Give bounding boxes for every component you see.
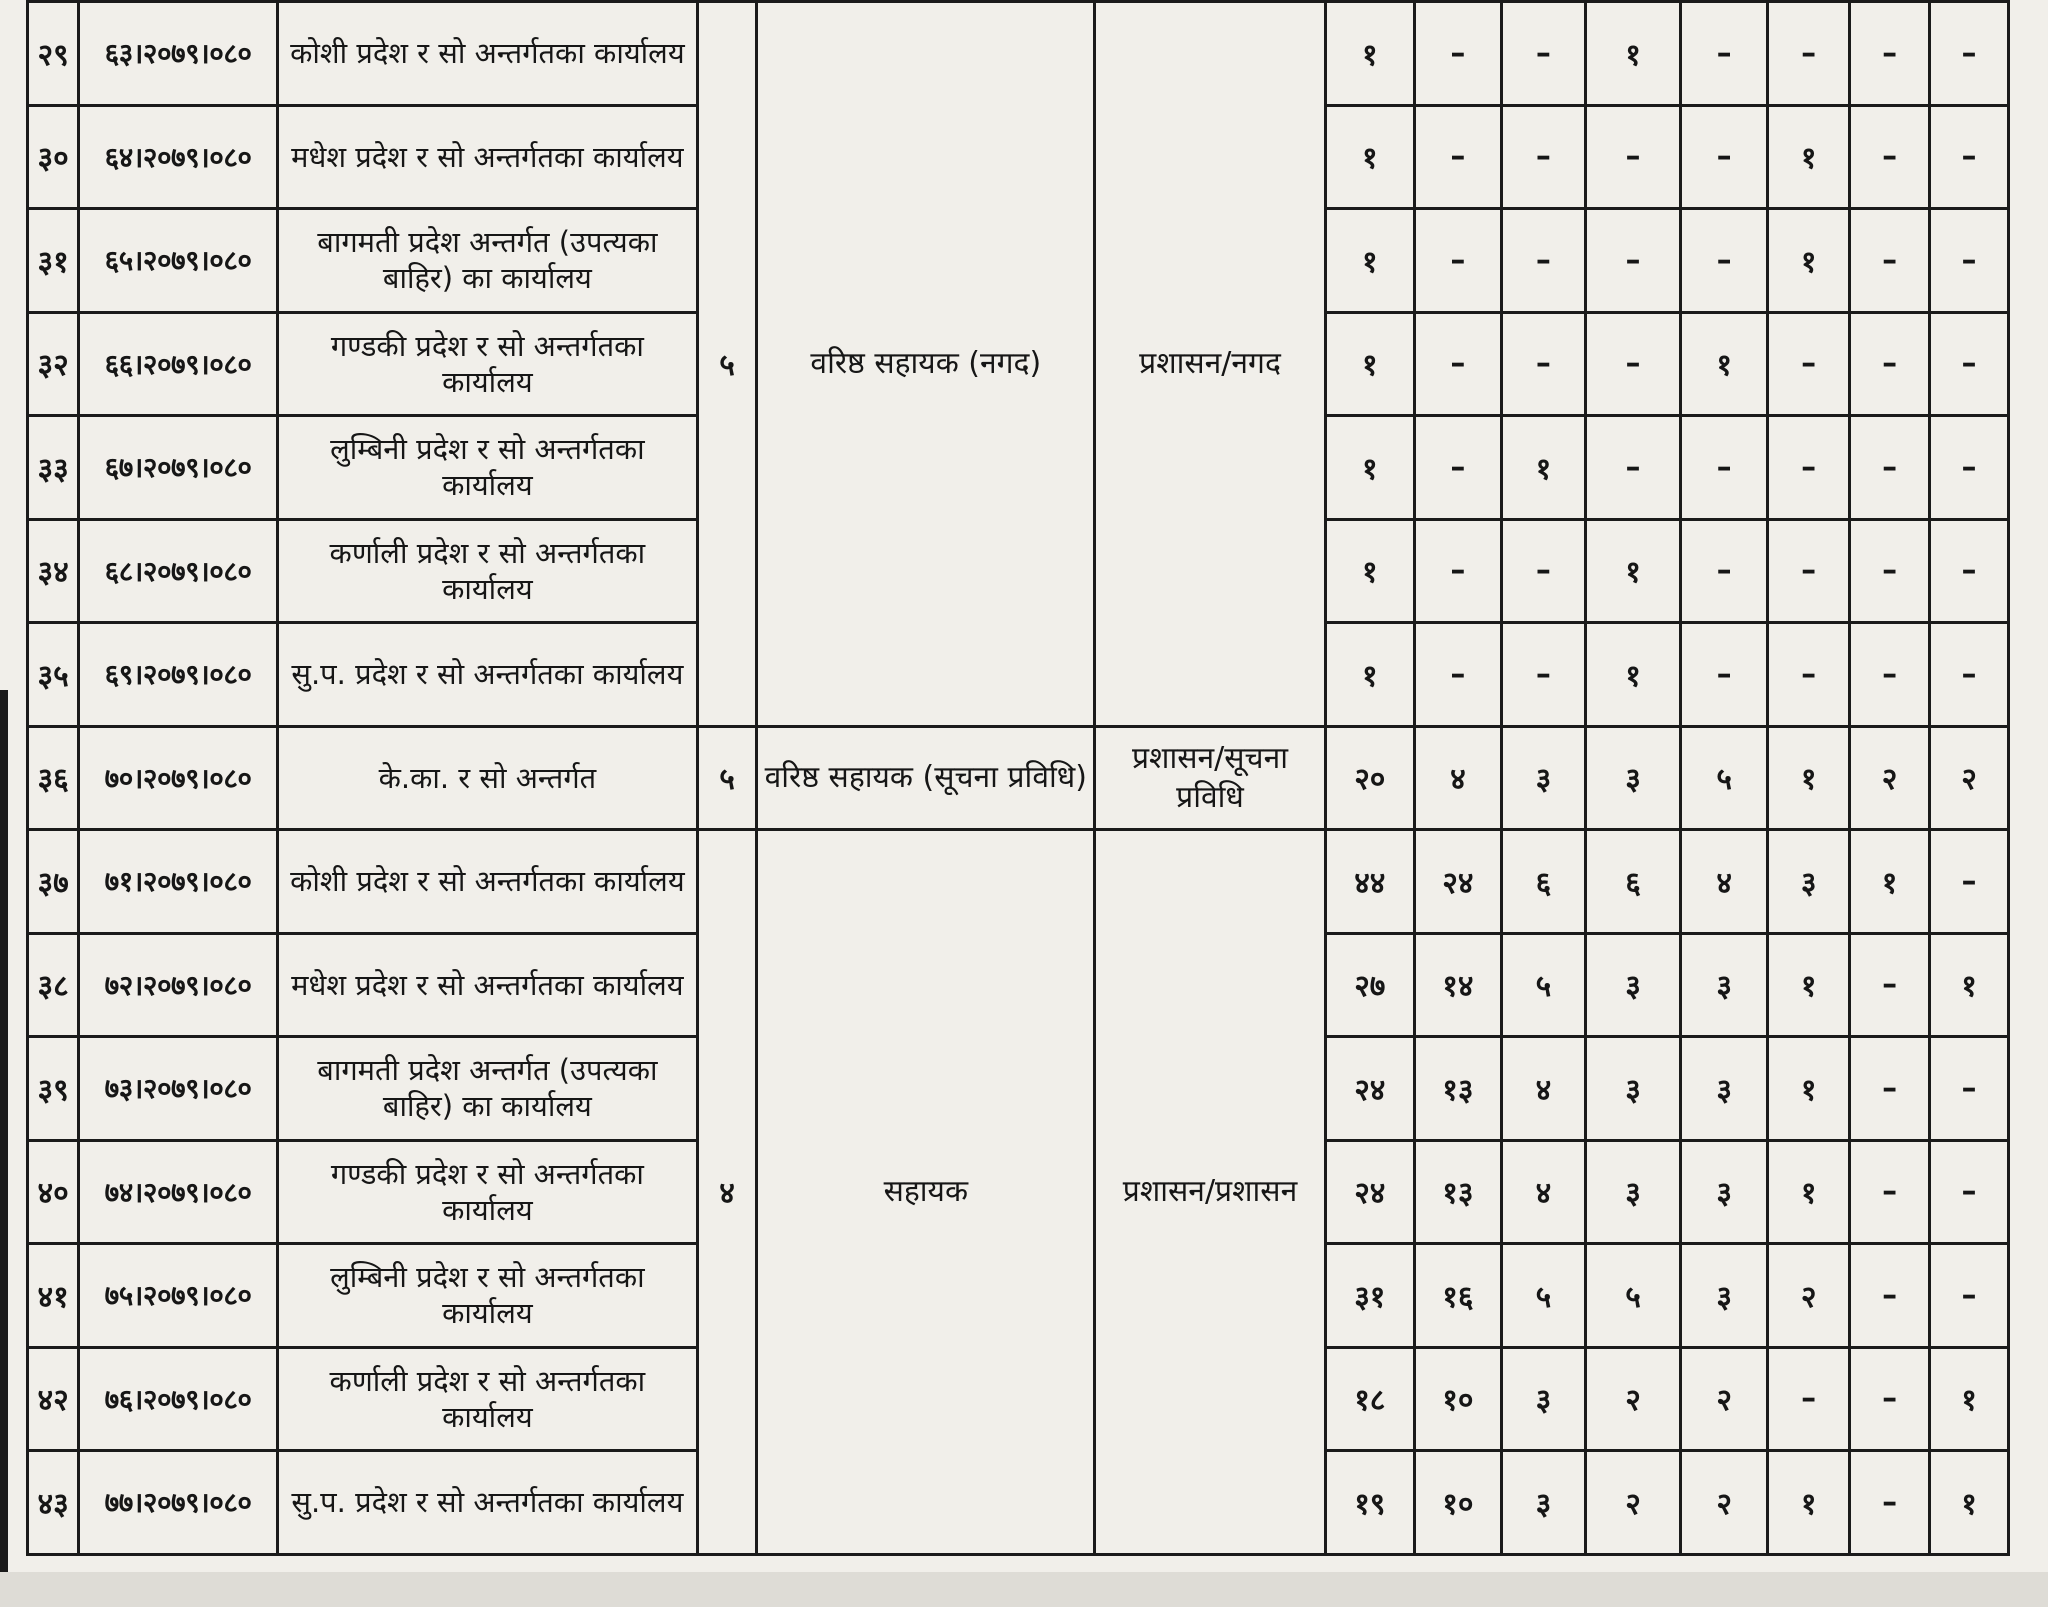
vacancy-count-cell: – [1501, 312, 1585, 416]
vacancy-count-cell: – [1768, 2, 1850, 106]
vacancy-count-cell: १ [1585, 2, 1680, 106]
advertisement-number: ६८।२०७९।०८० [79, 519, 278, 623]
vacancy-count-cell: २ [1585, 1451, 1680, 1555]
table-row [28, 830, 2009, 934]
vacancy-count-cell: १ [1325, 2, 1414, 106]
vacancy-count-cell: – [1414, 623, 1501, 727]
vacancy-count-cell: २ [1681, 1451, 1768, 1555]
office-name: कर्णाली प्रदेश र सो अन्तर्गतका कार्यालय [277, 1347, 697, 1451]
serial-number: ४१ [28, 1244, 79, 1348]
vacancy-count-cell: १० [1414, 1347, 1501, 1451]
vacancy-count-cell: २ [1930, 726, 2009, 830]
vacancy-count-cell: ४ [1681, 830, 1768, 934]
level-cell: ४ [697, 830, 756, 1555]
vacancy-count-cell: २ [1681, 1347, 1768, 1451]
vacancy-count-cell: – [1850, 312, 1930, 416]
vacancy-count-cell: – [1768, 623, 1850, 727]
vacancy-table [26, 0, 2010, 1556]
advertisement-number: ६७।२०७९।०८० [79, 416, 278, 520]
office-name: गण्डकी प्रदेश र सो अन्तर्गतका कार्यालय [277, 312, 697, 416]
table-row [28, 2, 2009, 106]
vacancy-count-cell: ३ [1681, 1037, 1768, 1141]
vacancy-count-cell: – [1768, 416, 1850, 520]
serial-number: ३७ [28, 830, 79, 934]
service-group-cell: प्रशासन/सूचना प्रविधि [1095, 726, 1325, 830]
serial-number: ३९ [28, 1037, 79, 1141]
vacancy-count-cell: – [1681, 2, 1768, 106]
vacancy-count-cell: १ [1325, 209, 1414, 313]
vacancy-count-cell: ४ [1501, 1037, 1585, 1141]
vacancy-count-cell: ५ [1501, 933, 1585, 1037]
vacancy-count-cell: – [1930, 105, 2009, 209]
vacancy-count-cell: – [1585, 209, 1680, 313]
vacancy-count-cell: ५ [1681, 726, 1768, 830]
vacancy-count-cell: १ [1768, 105, 1850, 209]
vacancy-count-cell: १० [1414, 1451, 1501, 1555]
serial-number: ३६ [28, 726, 79, 830]
vacancy-count-cell: ४४ [1325, 830, 1414, 934]
serial-number: ३८ [28, 933, 79, 1037]
advertisement-number: ७५।२०७९।०८० [79, 1244, 278, 1348]
vacancy-count-cell: – [1850, 1140, 1930, 1244]
vacancy-count-cell: १६ [1414, 1244, 1501, 1348]
advertisement-number: ६३।२०७९।०८० [79, 2, 278, 106]
vacancy-count-cell: ३१ [1325, 1244, 1414, 1348]
vacancy-count-cell: १ [1768, 726, 1850, 830]
vacancy-count-cell: १८ [1325, 1347, 1414, 1451]
vacancy-count-cell: – [1414, 105, 1501, 209]
vacancy-count-cell: – [1768, 312, 1850, 416]
advertisement-number: ७६।२०७९।०८० [79, 1347, 278, 1451]
vacancy-count-cell: – [1681, 105, 1768, 209]
service-group-cell: प्रशासन/प्रशासन [1095, 830, 1325, 1555]
vacancy-count-cell: ३ [1768, 830, 1850, 934]
office-name: सु.प. प्रदेश र सो अन्तर्गतका कार्यालय [277, 623, 697, 727]
vacancy-count-cell: – [1930, 830, 2009, 934]
vacancy-count-cell: २० [1325, 726, 1414, 830]
vacancy-count-cell: २७ [1325, 933, 1414, 1037]
vacancy-count-cell: – [1930, 519, 2009, 623]
vacancy-count-cell: ३ [1681, 1244, 1768, 1348]
office-name: मधेश प्रदेश र सो अन्तर्गतका कार्यालय [277, 933, 697, 1037]
vacancy-count-cell: – [1501, 209, 1585, 313]
vacancy-count-cell: २ [1850, 726, 1930, 830]
vacancy-count-cell: – [1930, 623, 2009, 727]
vacancy-count-cell: ३ [1585, 726, 1680, 830]
serial-number: ३२ [28, 312, 79, 416]
vacancy-count-cell: ३ [1585, 933, 1680, 1037]
vacancy-count-cell: ४ [1414, 726, 1501, 830]
vacancy-count-cell: – [1850, 1244, 1930, 1348]
vacancy-count-cell: – [1768, 519, 1850, 623]
serial-number: ४२ [28, 1347, 79, 1451]
vacancy-count-cell: – [1930, 1140, 2009, 1244]
office-name: कोशी प्रदेश र सो अन्तर्गतका कार्यालय [277, 2, 697, 106]
serial-number: ३३ [28, 416, 79, 520]
advertisement-number: ६४।२०७९।०८० [79, 105, 278, 209]
vacancy-count-cell: – [1414, 416, 1501, 520]
vacancy-count-cell: – [1930, 416, 2009, 520]
serial-number: ४३ [28, 1451, 79, 1555]
office-name: लुम्बिनी प्रदेश र सो अन्तर्गतका कार्यालय [277, 1244, 697, 1348]
vacancy-count-cell: – [1501, 623, 1585, 727]
vacancy-count-cell: – [1850, 1451, 1930, 1555]
vacancy-count-cell: १ [1585, 623, 1680, 727]
vacancy-count-cell: – [1501, 2, 1585, 106]
vacancy-count-cell: – [1850, 2, 1930, 106]
vacancy-count-cell: २४ [1325, 1037, 1414, 1141]
office-name: बागमती प्रदेश अन्तर्गत (उपत्यका बाहिर) का कार्यालय [277, 1037, 697, 1141]
vacancy-count-cell: – [1501, 105, 1585, 209]
office-name: सु.प. प्रदेश र सो अन्तर्गतका कार्यालय [277, 1451, 697, 1555]
vacancy-count-cell: २४ [1414, 830, 1501, 934]
office-name: के.का. र सो अन्तर्गत [277, 726, 697, 830]
vacancy-count-cell: ६ [1585, 830, 1680, 934]
vacancy-count-cell: १ [1325, 416, 1414, 520]
vacancy-count-cell: – [1585, 105, 1680, 209]
vacancy-count-cell: ५ [1585, 1244, 1680, 1348]
vacancy-count-cell: – [1681, 209, 1768, 313]
vacancy-count-cell: ६ [1501, 830, 1585, 934]
serial-number: २९ [28, 2, 79, 106]
advertisement-number: ७०।२०७९।०८० [79, 726, 278, 830]
service-group-cell: प्रशासन/नगद [1095, 2, 1325, 727]
vacancy-count-cell: ३ [1501, 726, 1585, 830]
vacancy-count-cell: – [1850, 623, 1930, 727]
advertisement-number: ७७।२०७९।०८० [79, 1451, 278, 1555]
vacancy-count-cell: – [1930, 2, 2009, 106]
page-bottom-margin [0, 1572, 2048, 1607]
vacancy-count-cell: – [1681, 416, 1768, 520]
serial-number: ३१ [28, 209, 79, 313]
advertisement-number: ६९।२०७९।०८० [79, 623, 278, 727]
vacancy-count-cell: ३ [1501, 1347, 1585, 1451]
vacancy-count-cell: – [1768, 1347, 1850, 1451]
vacancy-count-cell: – [1930, 209, 2009, 313]
vacancy-count-cell: – [1414, 312, 1501, 416]
serial-number: ३४ [28, 519, 79, 623]
vacancy-count-cell: १ [1768, 1037, 1850, 1141]
vacancy-count-cell: २ [1768, 1244, 1850, 1348]
vacancy-count-cell: – [1930, 1037, 2009, 1141]
office-name: कर्णाली प्रदेश र सो अन्तर्गतका कार्यालय [277, 519, 697, 623]
vacancy-count-cell: – [1414, 209, 1501, 313]
level-cell: ५ [697, 2, 756, 727]
vacancy-count-cell: १ [1325, 105, 1414, 209]
vacancy-count-cell: १ [1930, 1451, 2009, 1555]
vacancy-count-cell: – [1930, 312, 2009, 416]
advertisement-number: ६६।२०७९।०८० [79, 312, 278, 416]
vacancy-count-cell: ३ [1585, 1140, 1680, 1244]
vacancy-count-cell: – [1681, 623, 1768, 727]
vacancy-count-cell: ३ [1585, 1037, 1680, 1141]
vacancy-count-cell: – [1850, 1347, 1930, 1451]
advertisement-number: ७३।२०७९।०८० [79, 1037, 278, 1141]
vacancy-count-cell: – [1501, 519, 1585, 623]
serial-number: ४० [28, 1140, 79, 1244]
scan-shadow-edge [0, 690, 8, 1607]
vacancy-count-cell: १ [1850, 830, 1930, 934]
table-body [28, 2, 2009, 1555]
vacancy-count-cell: २ [1585, 1347, 1680, 1451]
vacancy-count-cell: – [1850, 209, 1930, 313]
vacancy-count-cell: १ [1325, 312, 1414, 416]
vacancy-count-cell: – [1585, 312, 1680, 416]
vacancy-count-cell: १ [1930, 1347, 2009, 1451]
vacancy-count-cell: – [1585, 416, 1680, 520]
office-name: कोशी प्रदेश र सो अन्तर्गतका कार्यालय [277, 830, 697, 934]
vacancy-count-cell: १ [1768, 209, 1850, 313]
vacancy-count-cell: १ [1585, 519, 1680, 623]
vacancy-count-cell: १ [1501, 416, 1585, 520]
vacancy-count-cell: ३ [1501, 1451, 1585, 1555]
vacancy-count-cell: – [1930, 1244, 2009, 1348]
vacancy-count-cell: १३ [1414, 1140, 1501, 1244]
post-name-cell: सहायक [757, 830, 1095, 1555]
vacancy-count-cell: – [1850, 416, 1930, 520]
vacancy-count-cell: ५ [1501, 1244, 1585, 1348]
vacancy-count-cell: १ [1930, 933, 2009, 1037]
vacancy-count-cell: १३ [1414, 1037, 1501, 1141]
table-row [28, 726, 2009, 830]
vacancy-count-cell: १ [1768, 933, 1850, 1037]
office-name: मधेश प्रदेश र सो अन्तर्गतका कार्यालय [277, 105, 697, 209]
vacancy-count-cell: २४ [1325, 1140, 1414, 1244]
vacancy-count-cell: ३ [1681, 1140, 1768, 1244]
vacancy-count-cell: १९ [1325, 1451, 1414, 1555]
serial-number: ३५ [28, 623, 79, 727]
vacancy-count-cell: ३ [1681, 933, 1768, 1037]
advertisement-number: ६५।२०७९।०८० [79, 209, 278, 313]
advertisement-number: ७१।२०७९।०८० [79, 830, 278, 934]
advertisement-number: ७४।२०७९।०८० [79, 1140, 278, 1244]
office-name: लुम्बिनी प्रदेश र सो अन्तर्गतका कार्यालय [277, 416, 697, 520]
office-name: बागमती प्रदेश अन्तर्गत (उपत्यका बाहिर) का कार्यालय [277, 209, 697, 313]
vacancy-count-cell: – [1850, 105, 1930, 209]
vacancy-count-cell: १ [1325, 519, 1414, 623]
vacancy-count-cell: १४ [1414, 933, 1501, 1037]
post-name-cell: वरिष्ठ सहायक (नगद) [757, 2, 1095, 727]
vacancy-count-cell: – [1414, 2, 1501, 106]
vacancy-count-cell: १ [1325, 623, 1414, 727]
post-name-cell: वरिष्ठ सहायक (सूचना प्रविधि) [757, 726, 1095, 830]
vacancy-count-cell: – [1414, 519, 1501, 623]
vacancy-table-container [26, 0, 2010, 1552]
vacancy-count-cell: १ [1681, 312, 1768, 416]
office-name: गण्डकी प्रदेश र सो अन्तर्गतका कार्यालय [277, 1140, 697, 1244]
vacancy-count-cell: – [1681, 519, 1768, 623]
vacancy-count-cell: – [1850, 519, 1930, 623]
serial-number: ३० [28, 105, 79, 209]
vacancy-count-cell: १ [1768, 1451, 1850, 1555]
vacancy-count-cell: – [1850, 1037, 1930, 1141]
vacancy-count-cell: १ [1768, 1140, 1850, 1244]
advertisement-number: ७२।२०७९।०८० [79, 933, 278, 1037]
vacancy-count-cell: – [1850, 933, 1930, 1037]
level-cell: ५ [697, 726, 756, 830]
vacancy-count-cell: ४ [1501, 1140, 1585, 1244]
